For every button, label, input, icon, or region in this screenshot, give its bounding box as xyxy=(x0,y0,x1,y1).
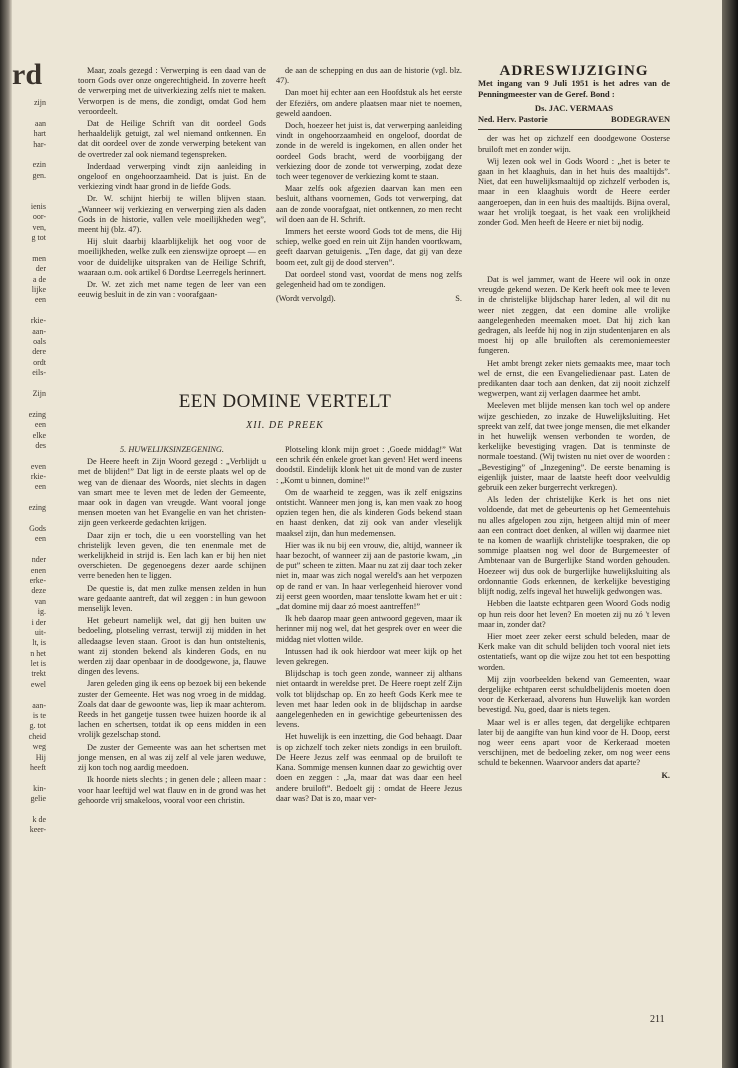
paragraph: Immers het eerste woord Gods tot de mens, die Hij schiep, welke goed en rein uit Zijn handen voortkwam, geeft daarvan getuigenis. „Ten dage, dat gij van deze boom eet, zult gij de dood sterven”. xyxy=(276,227,462,267)
fragment-line: deze xyxy=(31,586,46,596)
adres-name: Ds. JAC. VERMAAS xyxy=(534,103,614,114)
fragment-line: n het xyxy=(30,648,46,658)
fragment-line xyxy=(12,773,46,783)
fragment-line: van xyxy=(34,596,46,606)
adres-location-left: Ned. Herv. Pastorie xyxy=(478,115,548,125)
paragraph: Het gebeurt namelijk wel, dat gij hen buiten uw bedoeling, plotseling verrast, terwijl zij midden in het alledaagse leven staan. Groot is dan hun ontsteltenis, want zij stonden bekend als kinderen Gods, en nu werden zij daar openbaar in de doodgewone, ja, flauwe dingen des levens. xyxy=(78,616,266,677)
fragment-line: elke xyxy=(32,430,46,440)
fragment-large-text: rd xyxy=(12,60,42,91)
fragment-line: uit- xyxy=(34,627,46,637)
fragment-line: Hij xyxy=(35,752,46,762)
fragment-line: ordt xyxy=(33,357,46,367)
fragment-line: enen xyxy=(30,565,46,575)
fragment-line: lijke xyxy=(31,285,46,295)
fragment-line: ezin xyxy=(32,160,46,170)
paragraph: Jaren geleden ging ik eens op bezoek bij een bekende zuster der Gemeente. Het was nog vroeg in de middag. Zoals dat daar de gewoonte was, liep ik maar achterom. Reeds in het gangetje tussen twee huizen hoorde ik al lachen en schertsen, totdat ik op eens midden in een vrolijk gezelschap stond. xyxy=(78,679,266,740)
fragment-line: trekt xyxy=(31,669,46,679)
paragraph: Dan moet hij echter aan een Hoofdstuk als het eerste der Efeziërs, om andere plaatsen maar niet te noemen, geweld aandoen. xyxy=(276,88,462,118)
page-edge-shadow xyxy=(722,0,738,1068)
fragment-line: ig. xyxy=(37,607,46,617)
adres-title: ADRESWIJZIGING xyxy=(499,63,649,79)
fragment-line xyxy=(12,306,46,316)
fragment-line: aan- xyxy=(32,326,46,336)
adres-body: Met ingang van 9 Juli 1951 is het adres van de Penningmeester van de Geref. Bond : xyxy=(478,78,670,99)
continued-note: (Wordt vervolgd). xyxy=(276,294,336,304)
paragraph: Meeleven met blijde mensen kan toch wel op andere wijze geschieden, zo inzake de Huwelijksluiting. Het spreekt van zelf, dat twee jonge mensen, die met elkander in het huwelijk wensen verbonden te worden, de kerkelijke bevestiging vragen. Dat is tenminste de normale toestand. (Wij twisten nu niet over de woorden : „Bevestiging” of „Inzegening”. De eerste benaming is eigenlijk juister, maar de laatste heeft door veelvuldig gebruik een zeker burgerrecht verkregen). xyxy=(478,401,670,493)
fragment-line: ven, xyxy=(32,222,46,232)
fragment-line xyxy=(12,150,46,160)
fragment-line: heeft xyxy=(30,763,46,772)
fragment-line xyxy=(12,181,46,191)
margin-fragment xyxy=(12,60,46,836)
paragraph: Dr. W. zet zich met name tegen de leer van een eeuwig besluit in de zin van : voorafgaan- xyxy=(78,280,266,300)
fragment-line: men xyxy=(32,253,46,263)
paragraph: der was het op zichzelf een doodgewone Oosterse bruiloft met en zonder wijn. xyxy=(478,134,670,154)
fragment-line: een xyxy=(34,482,46,492)
fragment-line: cheid xyxy=(28,731,46,741)
fragment-line: dere xyxy=(32,347,46,357)
paragraph: Als leden der christelijke Kerk is het ons niet voldoende, dat met de gebeurtenis op het Gemeentehuis nu alles afgelopen zou zijn, hetgeen altijd min of meer aan een contract doet denken, al willen wij daarmee niet te na komen de waarlijk christelijke toespraken, die op sommige plaatsen nog wel door de Burgemeester of Ambtenaar van de Burgerlijke Stand worden gehouden. Hoezeer wij dus ook de burgerlijke huwelijksluiting als ordonnantie Gods erkennen, de kerkelijke bevestiging blijft nodig, zelfs ingeval het huwelijk gedwongen was. xyxy=(478,495,670,597)
paragraph: Ik hoorde niets slechts ; in genen dele ; alleen maar : voor haar leeftijd wel wat flauw en in de grond was het gehoorde vrij smakeloos, vooral voor een christin. xyxy=(78,775,266,805)
paragraph: De questie is, dat men zulke mensen zelden in hun ware gedaante aantreft, dat wil zeggen : in hun gewoon menselijk leven. xyxy=(78,583,266,614)
fragment-line: g tot xyxy=(31,233,46,243)
fragment-line: is te xyxy=(32,711,46,721)
fragment-line xyxy=(12,514,46,524)
fragment-line: rkie- xyxy=(30,316,46,326)
binding-fold xyxy=(0,0,12,1068)
paragraph: De Heere heeft in Zijn Woord gezegd : „Verblijdt u met de blijden!” Dat ligt in de eerste plaats wel op de weg van de dienaar des Woords, niet slechts in dagen van smart mee te leven met de leden der Gemeente, maar ook in dagen van vreugde. Want vooral jonge mensen moeten van het Evangelie en van het christen-zijn geen verkeerde gedachten krijgen. xyxy=(78,457,266,528)
article-headline: EEN DOMINE VERTELT xyxy=(178,391,392,412)
fragment-line: ezing xyxy=(28,409,46,419)
adres-location-right: BODEGRAVEN xyxy=(611,115,670,125)
column-1 xyxy=(78,66,266,302)
fragment-line xyxy=(12,545,46,555)
divider xyxy=(478,129,670,130)
paragraph: Dr. W. schijnt hierbij te willen blijven staan. „Wanneer wij verkiezing en verwerping zien als daden Gods in de historie, vallen vele moeilijkheden weg”, meent hij (blz. 47). xyxy=(78,194,266,235)
paragraph: Maar, zoals gezegd : Verwerping is een daad van de toorn Gods over onze ongerechtigheid. In zoverre heeft de verwerping met de uitverkiezing zelfs niet te maken. Verworpen is de mens, die zondigt, omdat God hem veroordeelt. xyxy=(78,66,266,116)
fragment-line: gelie xyxy=(30,794,46,804)
paragraph: Hebben die laatste echtparen geen Woord Gods nodig op hun reis door het leven? En moeten zij nu zó 't leven maar in, zonder dat? xyxy=(478,599,670,629)
closing-initial: K. xyxy=(661,770,670,780)
fragment-line: Zijn xyxy=(32,388,46,398)
fragment-line: even xyxy=(30,461,46,471)
fragment-line xyxy=(12,108,46,118)
paragraph: Maar zelfs ook afgezien daarvan kan men een besluit, althans voornemen, Gods tot verwerping, dat aan de zonde voorafgaat, niet ontkennen, zo men recht wil doen aan de H. Schrift. xyxy=(276,184,462,224)
paragraph: Inderdaad verwerping vindt zijn aanleiding in ongeloof en ongehoorzaamheid. Dat is juist. En de verkiezing vindt haar grond in de liefde Gods. xyxy=(78,161,266,192)
fragment-line: Gods xyxy=(29,524,46,534)
fragment-line: lt, is xyxy=(32,638,46,648)
paragraph: Het huwelijk is een inzetting, die God behaagt. Daar is op zichzelf toch zeker niets zondigs in een bruiloft. De Heere Jezus zelf was eenmaal op de bruiloft te Kana. Sommige mensen kunnen daar zo gewichtig over doen en zeggen : „Ja, maar dat was daar een heel andere bruiloft”. Bedoelt gij : omdat de Heere Jezus daar was? Dat is zo, maar ver- xyxy=(276,732,462,803)
column-5 xyxy=(276,445,462,806)
fragment-line: des xyxy=(35,440,46,450)
fragment-line: der xyxy=(35,264,46,274)
paragraph: Daar zijn er toch, die u een voorstelling van het christelijk leven geven, die ten enenmale met de werkelijkheid in strijd is. Een lach kan er bij hen niet overschieten. De gegenoegens dezer aarde schijnen verre beneden hen te liggen. xyxy=(78,530,266,581)
paragraph: Hier moet zeer zeker eerst schuld beleden, maar de Kerk make van dit schuld belijden toch vooral niet iets ostentatiefs, want op die wijze zou het tot een bespotting worden. xyxy=(478,631,670,672)
fragment-line: hart xyxy=(33,129,46,139)
fragment-line: ewel xyxy=(30,679,46,689)
paragraph: Maar wel is er alles tegen, dat dergelijke echtparen later bij de aangifte van hun kind voor de H. Doop, eerst nog weer eens apart voor de Kerkeraad moeten verschijnen, met de bedoeling zeker, om nog weer eens schuld te bekennen. Waarvoor anders dat aparte? xyxy=(478,717,670,768)
paragraph: Plotseling klonk mijn groet : ,Goede middag!” Wat een schrik één enkele groet kan geven! Het werd ineens doodstil. Eindelijk klonk het uit de mond van de zuster : „Komt u binnen, domine!” xyxy=(276,445,462,485)
fragment-line: aan- xyxy=(32,700,46,710)
fragment-line: rkie- xyxy=(30,472,46,482)
fragment-line: let is xyxy=(30,659,46,669)
fragment-line xyxy=(12,243,46,253)
column-6 xyxy=(478,275,670,781)
paragraph: Hij sluit daarbij klaarblijkelijk het oog voor de moeilijkheden, welke zulk een zienswijze oproept — en voor de duidelijke uitspraken van de Heilige Schrift, waaraan o.m. ook artikel 6 Dordtse Leerregels herinnert. xyxy=(78,237,266,277)
paragraph: Hier was ik nu bij een vrouw, die, altijd, wanneer ik haar bezocht, of wanneer zij aan de pastorie kwam, „in de put” scheen te zitten. Maar nu zat zij daar toch zeker niet in, maar was zich nogal wereld's aan het verpozen op de rand er van. In haar verlegenheid hierover vond zij eerst geen woorden, maar tenslotte kwam het er uit : „dat domine mij daar zó moest aantreffen!” xyxy=(276,540,462,612)
fragment-line: zijn xyxy=(34,98,46,107)
article-subhead: XII. DE PREEK xyxy=(246,420,324,431)
fragment-line: een xyxy=(34,295,46,305)
fragment-line: een xyxy=(34,420,46,430)
fragment-line xyxy=(12,690,46,700)
fragment-line: gen. xyxy=(32,170,46,180)
fragment-line: k de xyxy=(32,814,46,824)
column-4 xyxy=(78,445,266,808)
paragraph: Dat is wel jammer, want de Heere wil ook in onze vreugde gekend wezen. De Kerk heeft ook mee te leven in de christelijke blijdschap harer leden, al wil dit nu weer niet zeggen, dat een domine alle vrolijke aangelegenheden meemaken moet. Dat hij zich kan gedragen, als leefde hij nog in zijn studentenjaren en als moest hij op alle bruiloften als ceremoniemeester fungeren. xyxy=(478,275,670,356)
paragraph: Ik heb daarop maar geen antwoord gegeven, maar ik herinner mij nog wel, dat het gesprek over en weer die middag niet vlotten wilde. xyxy=(276,614,462,644)
paragraph: Dat de Heilige Schrift van dit oordeel Gods herhaaldelijk getuigt, zal wel niemand ontkennen. En dat dit oordeel over de zonde verwerping betekent van de overtreder zal ook niemand tegenspreken. xyxy=(78,119,266,159)
section-heading: 5. HUWELIJKSINZEGENING. xyxy=(120,445,224,454)
paragraph: Blijdschap is toch geen zonde, wanneer zij althans niet ontaardt in wereldse pret. De Heere roept zelf Zijn volk tot blijdschap op. En zo heeft Gods Kerk mee te leven met haar leden ook in de blijdschap in aardse aangelegenheden en in gewichtige gebeurtenissen des levens. xyxy=(276,669,462,730)
fragment-line xyxy=(12,493,46,503)
fragment-line: nder xyxy=(31,555,46,565)
fragment-line: i der xyxy=(31,617,46,627)
paragraph: De zuster der Gemeente was aan het schertsen met jonge mensen, en al was zij zelf al vele jaren weduwe, zij kon toch nog aardig meedoen. xyxy=(78,742,266,773)
fragment-line: eils- xyxy=(32,368,46,378)
fragment-line xyxy=(12,399,46,409)
fragment-line xyxy=(12,805,46,815)
fragment-line: ienis xyxy=(30,201,46,211)
fragment-line: een xyxy=(34,534,46,544)
paragraph: Dat oordeel stond vast, voordat de mens nog zelfs gelegenheid had om te zondigen. xyxy=(276,269,462,290)
fragment-line: weg xyxy=(32,742,46,752)
fragment-line: oor- xyxy=(32,212,46,222)
fragment-line: a de xyxy=(32,274,46,284)
fragment-line: keer- xyxy=(29,825,46,835)
fragment-line: g. tot xyxy=(29,721,46,731)
paragraph: Om de waarheid te zeggen, was ik zelf enigszins ontsticht. Wanneer men jong is, kan men vaak zo hoog opzien tegen hen, die als kinderen Gods bekend staan en haast denken, dat zij ook van ander vleselijk maaksel zijn, dan hun medemensen. xyxy=(276,487,462,538)
continuation-line xyxy=(276,294,462,304)
fragment-line: erke- xyxy=(29,575,46,585)
fragment-line xyxy=(12,451,46,461)
column-3 xyxy=(478,63,670,230)
paragraph: Wij lezen ook wel in Gods Woord : „het is beter te gaan in het klaaghuis, dan in het huis des maaltijds”. Niet, dat een huwelijksmaaltijd op zichzelf verboden is, maar in een klaaghuis wordt de Heere eerder aangeroepen, dan in een huis des maaltijds. Bijna overal, waar het vrolijk toegaat, is het vaak een vrolijkheid zonder God. Men heeft de Heere er niet bij nodig. xyxy=(478,156,670,228)
paragraph: Doch, hoezeer het juist is, dat verwerping aanleiding vindt in ongehoorzaamheid en ongeloof, doordat de zonde in de wereld is ingekomen, en allen onder het oordeel Gods bracht, werd de voorbijgang der verkiezing door de zonde tot verwerping, zodat deze toch weer tegenover de verkiezing komt te staan. xyxy=(276,121,462,182)
fragment-line: aan xyxy=(34,118,46,128)
page-number: 211 xyxy=(650,1014,665,1025)
fragment-line xyxy=(12,379,46,389)
column-2 xyxy=(276,66,462,304)
fragment-line xyxy=(12,192,46,202)
paragraph: de aan de schepping en dus aan de historie (vgl. blz. 47). xyxy=(276,66,462,86)
author-initial: S. xyxy=(455,294,462,304)
paragraph: Intussen had ik ook hierdoor wat meer kijk op het leven gekregen. xyxy=(276,646,462,667)
fragment-line: kin- xyxy=(33,783,46,793)
adres-location xyxy=(478,115,670,125)
paragraph: Het ambt brengt zeker niets gemaakts mee, maar toch wel de ernst, die een Evangeliedienaar past. Laten de predikanten daar toch aan denken, dat zij nooit zichzelf wegwerpen, want zij verlagen daarmee het ambt. xyxy=(478,358,670,399)
fragment-line: ezing xyxy=(28,503,46,513)
fragment-line: har- xyxy=(33,139,46,149)
paragraph: Mij zijn voorbeelden bekend van Gemeenten, waar dergelijke echtparen eerst schuldbelijdenis moeten doen voor de Kerkeraad, alvorens hun Huwelijk kan worden bevestigd. Nu, goed, daar is niets tegen. xyxy=(478,674,670,715)
fragment-line: oals xyxy=(33,336,46,346)
